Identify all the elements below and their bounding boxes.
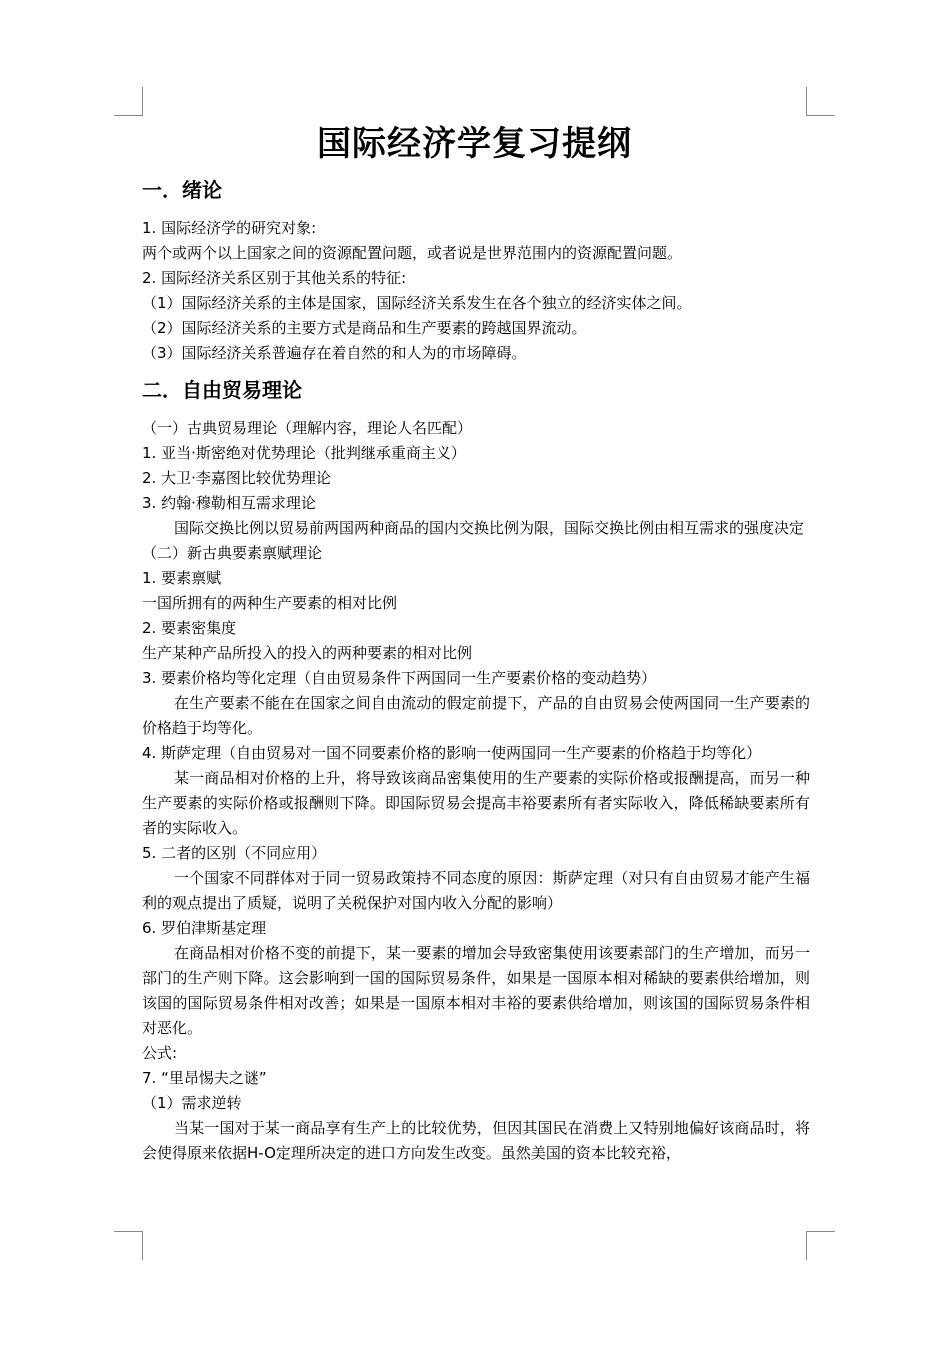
paragraph: 一国所拥有的两种生产要素的相对比例 [142, 594, 398, 612]
paragraph: （二）新古典要素禀赋理论 [142, 544, 323, 562]
paragraph: 2. 国际经济关系区别于其他关系的特征: [142, 269, 407, 287]
paragraph: 当某一国对于某一商品享有生产上的比较优势，但因其国民在消费上又特别地偏好该商品时，将会使得原来依据H-O定理所决定的进口方向发生改变。虽然美国的资本比较充裕， [142, 1119, 810, 1162]
paragraph: 国际交换比例以贸易前两国两种商品的国内交换比例为限，国际交换比例由相互需求的强度决定 [174, 519, 805, 537]
paragraph: （3）国际经济关系普遍存在着自然的和人为的市场障碍。 [142, 344, 527, 362]
paragraph: 在商品相对价格不变的前提下，某一要素的增加会导致密集使用该要素部门的生产增加，而另一部门的生产则下降。这会影响到一国的国际贸易条件，如果是一国原本相对稀缺的要素供给增加，则该国的国际贸易条件相对改善；如果是一国原本相对丰裕的要素供给增加，则该国的国际贸易条件相对恶化。 [142, 944, 810, 1037]
paragraph: 7. “里昂惕夫之谜” [142, 1069, 267, 1087]
paragraph: （一）古典贸易理论（理解内容，理论人名匹配） [142, 419, 473, 437]
paragraph: 1. 要素禀赋 [142, 569, 222, 587]
paragraph: 6. 罗伯津斯基定理 [142, 919, 267, 937]
paragraph: 两个或两个以上国家之间的资源配置问题，或者说是世界范围内的资源配置问题。 [142, 244, 683, 262]
paragraph: 2. 要素密集度 [142, 619, 237, 637]
paragraph: 2. 大卫·李嘉图比较优势理论 [142, 469, 331, 487]
paragraph: 某一商品相对价格的上升，将导致该商品密集使用的生产要素的实际价格或报酬提高，而另一种生产要素的实际价格或报酬则下降。即国际贸易会提高丰裕要素所有者实际收入，降低稀缺要素所有者的实际收入。 [142, 769, 810, 837]
section-heading: 一．绪论 [142, 178, 222, 202]
paragraph: （2）国际经济关系的主要方式是商品和生产要素的跨越国界流动。 [142, 319, 587, 337]
paragraph: 一个国家不同群体对于同一贸易政策持不同态度的原因：斯萨定理（对只有自由贸易才能产生福利的观点提出了质疑，说明了关税保护对国内收入分配的影响） [142, 869, 810, 912]
document-body [142, 176, 810, 1166]
paragraph: 在生产要素不能在在国家之间自由流动的假定前提下，产品的自由贸易会使两国同一生产要素的价格趋于均等化。 [142, 694, 810, 737]
paragraph: 3. 约翰·穆勒相互需求理论 [142, 494, 316, 512]
paragraph: （1）国际经济关系的主体是国家，国际经济关系发生在各个独立的经济实体之间。 [142, 294, 692, 312]
crop-mark-bottom-right [806, 1231, 835, 1260]
paragraph: （1）需求逆转 [142, 1094, 242, 1112]
paragraph: 3. 要素价格均等化定理（自由贸易条件下两国同一生产要素价格的变动趋势） [142, 669, 657, 687]
paragraph: 1. 亚当·斯密绝对优势理论（批判继承重商主义） [142, 444, 466, 462]
paragraph: 4. 斯萨定理（自由贸易对一国不同要素价格的影响一使两国同一生产要素的价格趋于均等化） [142, 744, 762, 762]
crop-mark-top-left [114, 87, 143, 116]
paragraph: 公式: [142, 1044, 178, 1062]
crop-mark-top-right [806, 87, 835, 116]
section-heading: 二．自由贸易理论 [142, 378, 302, 402]
paragraph: 1. 国际经济学的研究对象: [142, 219, 317, 237]
paragraph: 生产某种产品所投入的投入的两种要素的相对比例 [142, 644, 473, 662]
crop-mark-bottom-left [114, 1231, 143, 1260]
document-title: 国际经济学复习提纲 [317, 124, 632, 164]
paragraph: 5. 二者的区别（不同应用） [142, 844, 327, 862]
